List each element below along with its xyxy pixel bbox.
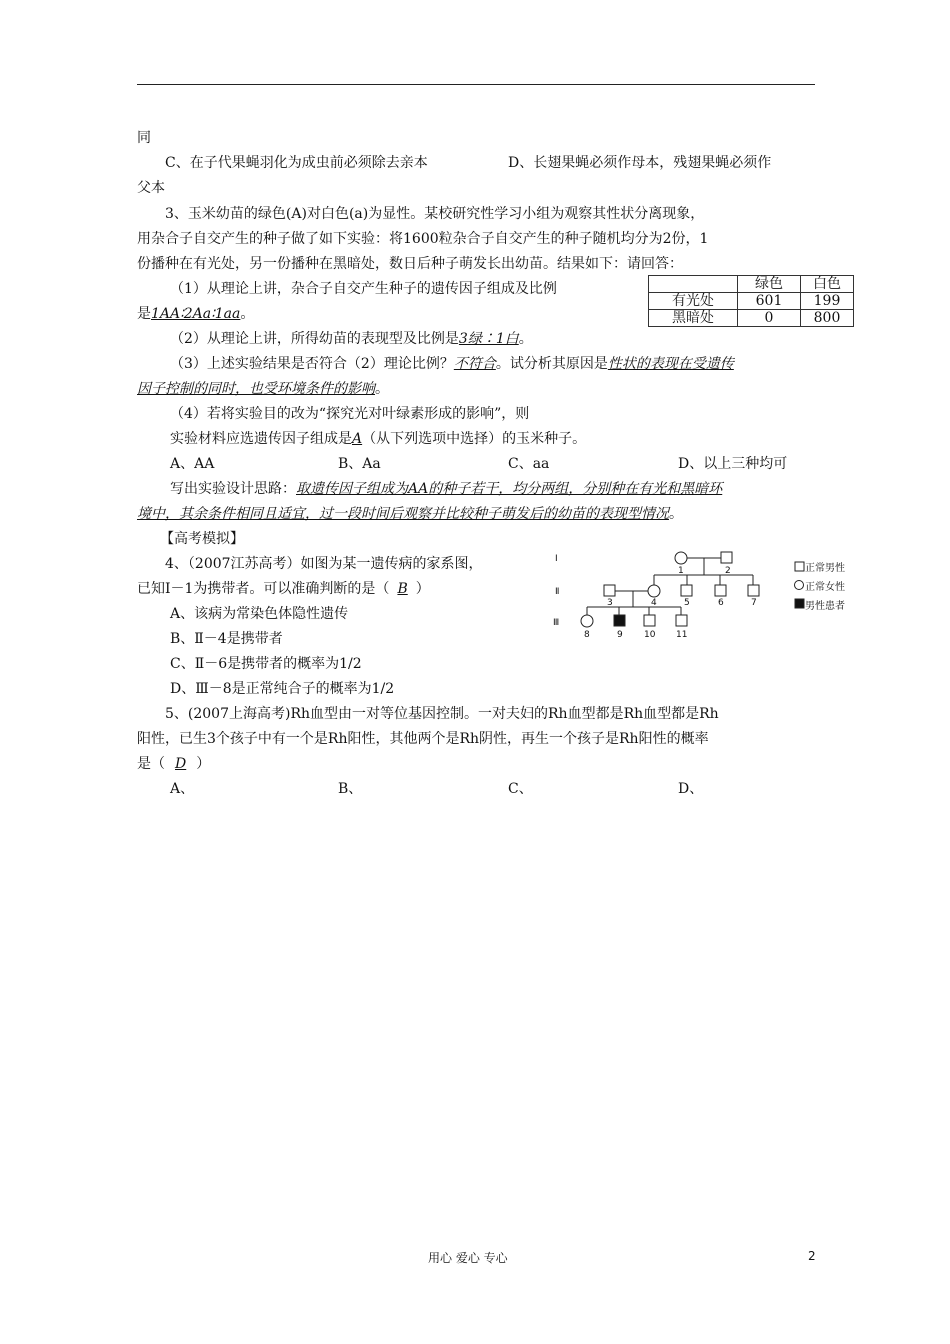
legend-label: 男性患者 bbox=[805, 601, 845, 612]
question-5-option-c: C、 bbox=[508, 781, 533, 797]
text: 。 bbox=[375, 381, 389, 397]
answer: 1AA∶2Aa∶1aa bbox=[151, 306, 241, 322]
pedigree-male-2 bbox=[721, 552, 732, 563]
legend-label: 正常女性 bbox=[805, 582, 845, 593]
page-number: 2 bbox=[808, 1249, 816, 1263]
sub-question-3-cont bbox=[137, 379, 389, 399]
pedigree-female-4 bbox=[648, 585, 660, 597]
text: ） bbox=[196, 756, 211, 772]
answer: A bbox=[352, 431, 363, 447]
table-cell: 黑暗处 bbox=[649, 310, 738, 327]
sub-question-3 bbox=[170, 354, 734, 374]
question-4-option-b: B、Ⅱ－4是携带者 bbox=[170, 631, 283, 647]
question-5-option-d: D、 bbox=[678, 781, 704, 797]
text: 实验材料应选遗传因子组成是 bbox=[170, 431, 352, 447]
sub-question-1: （1）从理论上讲，杂合子自交产生种子的遗传因子组成及比例 bbox=[170, 281, 557, 297]
question-5-option-a: A、 bbox=[170, 781, 195, 797]
results-table bbox=[648, 275, 854, 327]
sub-question-1-answer-line bbox=[137, 304, 254, 324]
gen-label: Ⅰ bbox=[555, 554, 558, 564]
table-cell: 绿色 bbox=[738, 276, 801, 293]
answer: 性状的表现在受遗传 bbox=[607, 356, 734, 372]
id-label: 11 bbox=[676, 630, 688, 640]
section-heading: 【高考模拟】 bbox=[160, 531, 244, 547]
id-label: 10 bbox=[644, 630, 656, 640]
option-d: D、以上三种均可 bbox=[678, 456, 788, 472]
pedigree-male-7 bbox=[748, 585, 759, 596]
sub-question-4: （4）若将实验目的改为“探究光对叶绿素形成的影响”，则 bbox=[170, 406, 530, 422]
table-cell: 199 bbox=[801, 293, 854, 310]
option-c: C、aa bbox=[508, 456, 550, 472]
table-cell: 800 bbox=[801, 310, 854, 327]
answer: B bbox=[397, 581, 408, 597]
text: 是 bbox=[137, 306, 151, 322]
id-label: 1 bbox=[678, 566, 684, 576]
answer: D bbox=[175, 756, 187, 772]
question-4-option-a: A、该病为常染色体隐性遗传 bbox=[170, 606, 349, 622]
table-cell bbox=[649, 276, 738, 293]
page-footer: 用心 爱心 专心 bbox=[428, 1251, 508, 1265]
text: 。 bbox=[669, 506, 683, 522]
header-rule bbox=[137, 84, 815, 85]
gen-label: Ⅱ bbox=[555, 587, 560, 597]
option-d: D、长翅果蝇必须作母本，残翅果蝇必须作 bbox=[508, 155, 772, 171]
answer: 不符合 bbox=[453, 356, 496, 372]
option-b: B、Aa bbox=[338, 456, 381, 472]
option-c: C、在子代果蝇羽化为成虫前必须除去亲本 bbox=[165, 155, 428, 171]
answer: 3绿∶1白 bbox=[458, 331, 519, 347]
id-label: 4 bbox=[651, 598, 657, 608]
id-label: 9 bbox=[617, 630, 623, 640]
answer: 境中，其余条件相同且适宜，过一段时间后观察并比较种子萌发后的幼苗的表现型情况 bbox=[137, 506, 669, 522]
question-3-line: 份播种在有光处，另一份播种在黑暗处，数日后种子萌发长出幼苗。结果如下：请回答： bbox=[137, 256, 683, 272]
legend-female-icon bbox=[795, 581, 804, 590]
text: 是（ bbox=[137, 756, 165, 772]
pedigree-male-3 bbox=[604, 585, 615, 596]
question-5-line bbox=[137, 754, 210, 774]
pedigree-legend bbox=[805, 559, 845, 616]
pedigree-male-10 bbox=[644, 615, 655, 626]
text: 。 bbox=[518, 331, 533, 347]
question-4-line bbox=[137, 579, 430, 599]
text: 。 bbox=[240, 306, 255, 322]
design-line-cont bbox=[137, 504, 683, 524]
question-5-line: 5、(2007上海高考)Rh血型由一对等位基因控制。一对夫妇的Rh血型都是Rh血型都是Rh bbox=[165, 706, 719, 722]
id-label: 8 bbox=[584, 630, 590, 640]
table-cell: 0 bbox=[738, 310, 801, 327]
table-cell: 有光处 bbox=[649, 293, 738, 310]
answer: 取遗传因子组成为AA的种子若干，均分两组，分别种在有光和黑暗环 bbox=[296, 481, 723, 497]
text: （从下列选项中选择）的玉米种子。 bbox=[362, 431, 587, 447]
sub-question-2 bbox=[170, 329, 533, 349]
pedigree-male-11 bbox=[676, 615, 687, 626]
question-4-option-c: C、Ⅱ－6是携带者的概率为1/2 bbox=[170, 656, 362, 672]
text: 已知Ⅰ－1为携带者。可以准确判断的是（ bbox=[137, 581, 390, 597]
pedigree-female-1 bbox=[675, 552, 687, 564]
text: ） bbox=[415, 581, 430, 597]
question-3-line: 3、玉米幼苗的绿色(A)对白色(a)为显性。某校研究性学习小组为观察其性状分离现象， bbox=[165, 206, 705, 222]
id-label: 2 bbox=[725, 566, 731, 576]
id-label: 7 bbox=[751, 598, 757, 608]
legend-label: 正常男性 bbox=[805, 563, 845, 574]
pedigree-diagram bbox=[545, 545, 815, 645]
text: （3）上述实验结果是否符合（2）理论比例？ bbox=[170, 356, 454, 372]
text: 。试分析其原因是 bbox=[495, 356, 608, 372]
text-line: 父本 bbox=[137, 180, 165, 196]
legend-male-icon bbox=[795, 562, 804, 571]
legend-affected-icon bbox=[795, 599, 804, 608]
pedigree-female-8 bbox=[581, 615, 593, 627]
question-3-line: 用杂合子自交产生的种子做了如下实验：将1600粒杂合子自交产生的种子随机均分为2份，1 bbox=[137, 231, 709, 247]
text-line: 同 bbox=[137, 130, 151, 146]
sub-question-4-line bbox=[170, 429, 586, 449]
question-4-line: 4、（2007江苏高考）如图为某一遗传病的家系图， bbox=[165, 556, 483, 572]
table-cell: 白色 bbox=[801, 276, 854, 293]
text: 写出实验设计思路： bbox=[170, 481, 296, 497]
table-cell: 601 bbox=[738, 293, 801, 310]
question-4-option-d: D、Ⅲ－8是正常纯合子的概率为1/2 bbox=[170, 681, 395, 697]
text: （2）从理论上讲，所得幼苗的表现型及比例是 bbox=[170, 331, 459, 347]
id-label: 6 bbox=[718, 598, 724, 608]
answer: 因子控制的同时，也受环境条件的影响 bbox=[137, 381, 375, 397]
id-label: 3 bbox=[607, 598, 613, 608]
design-line bbox=[170, 479, 722, 499]
pedigree-male-5 bbox=[681, 585, 692, 596]
pedigree-affected-male-9 bbox=[614, 615, 625, 626]
gen-label: Ⅲ bbox=[553, 618, 560, 628]
question-5-line: 阳性，已生3个孩子中有一个是Rh阳性，其他两个是Rh阴性，再生一个孩子是Rh阳性的概率 bbox=[137, 731, 709, 747]
id-label: 5 bbox=[684, 598, 690, 608]
option-a: A、AA bbox=[170, 456, 215, 472]
pedigree-male-6 bbox=[715, 585, 726, 596]
question-5-option-b: B、 bbox=[338, 781, 363, 797]
